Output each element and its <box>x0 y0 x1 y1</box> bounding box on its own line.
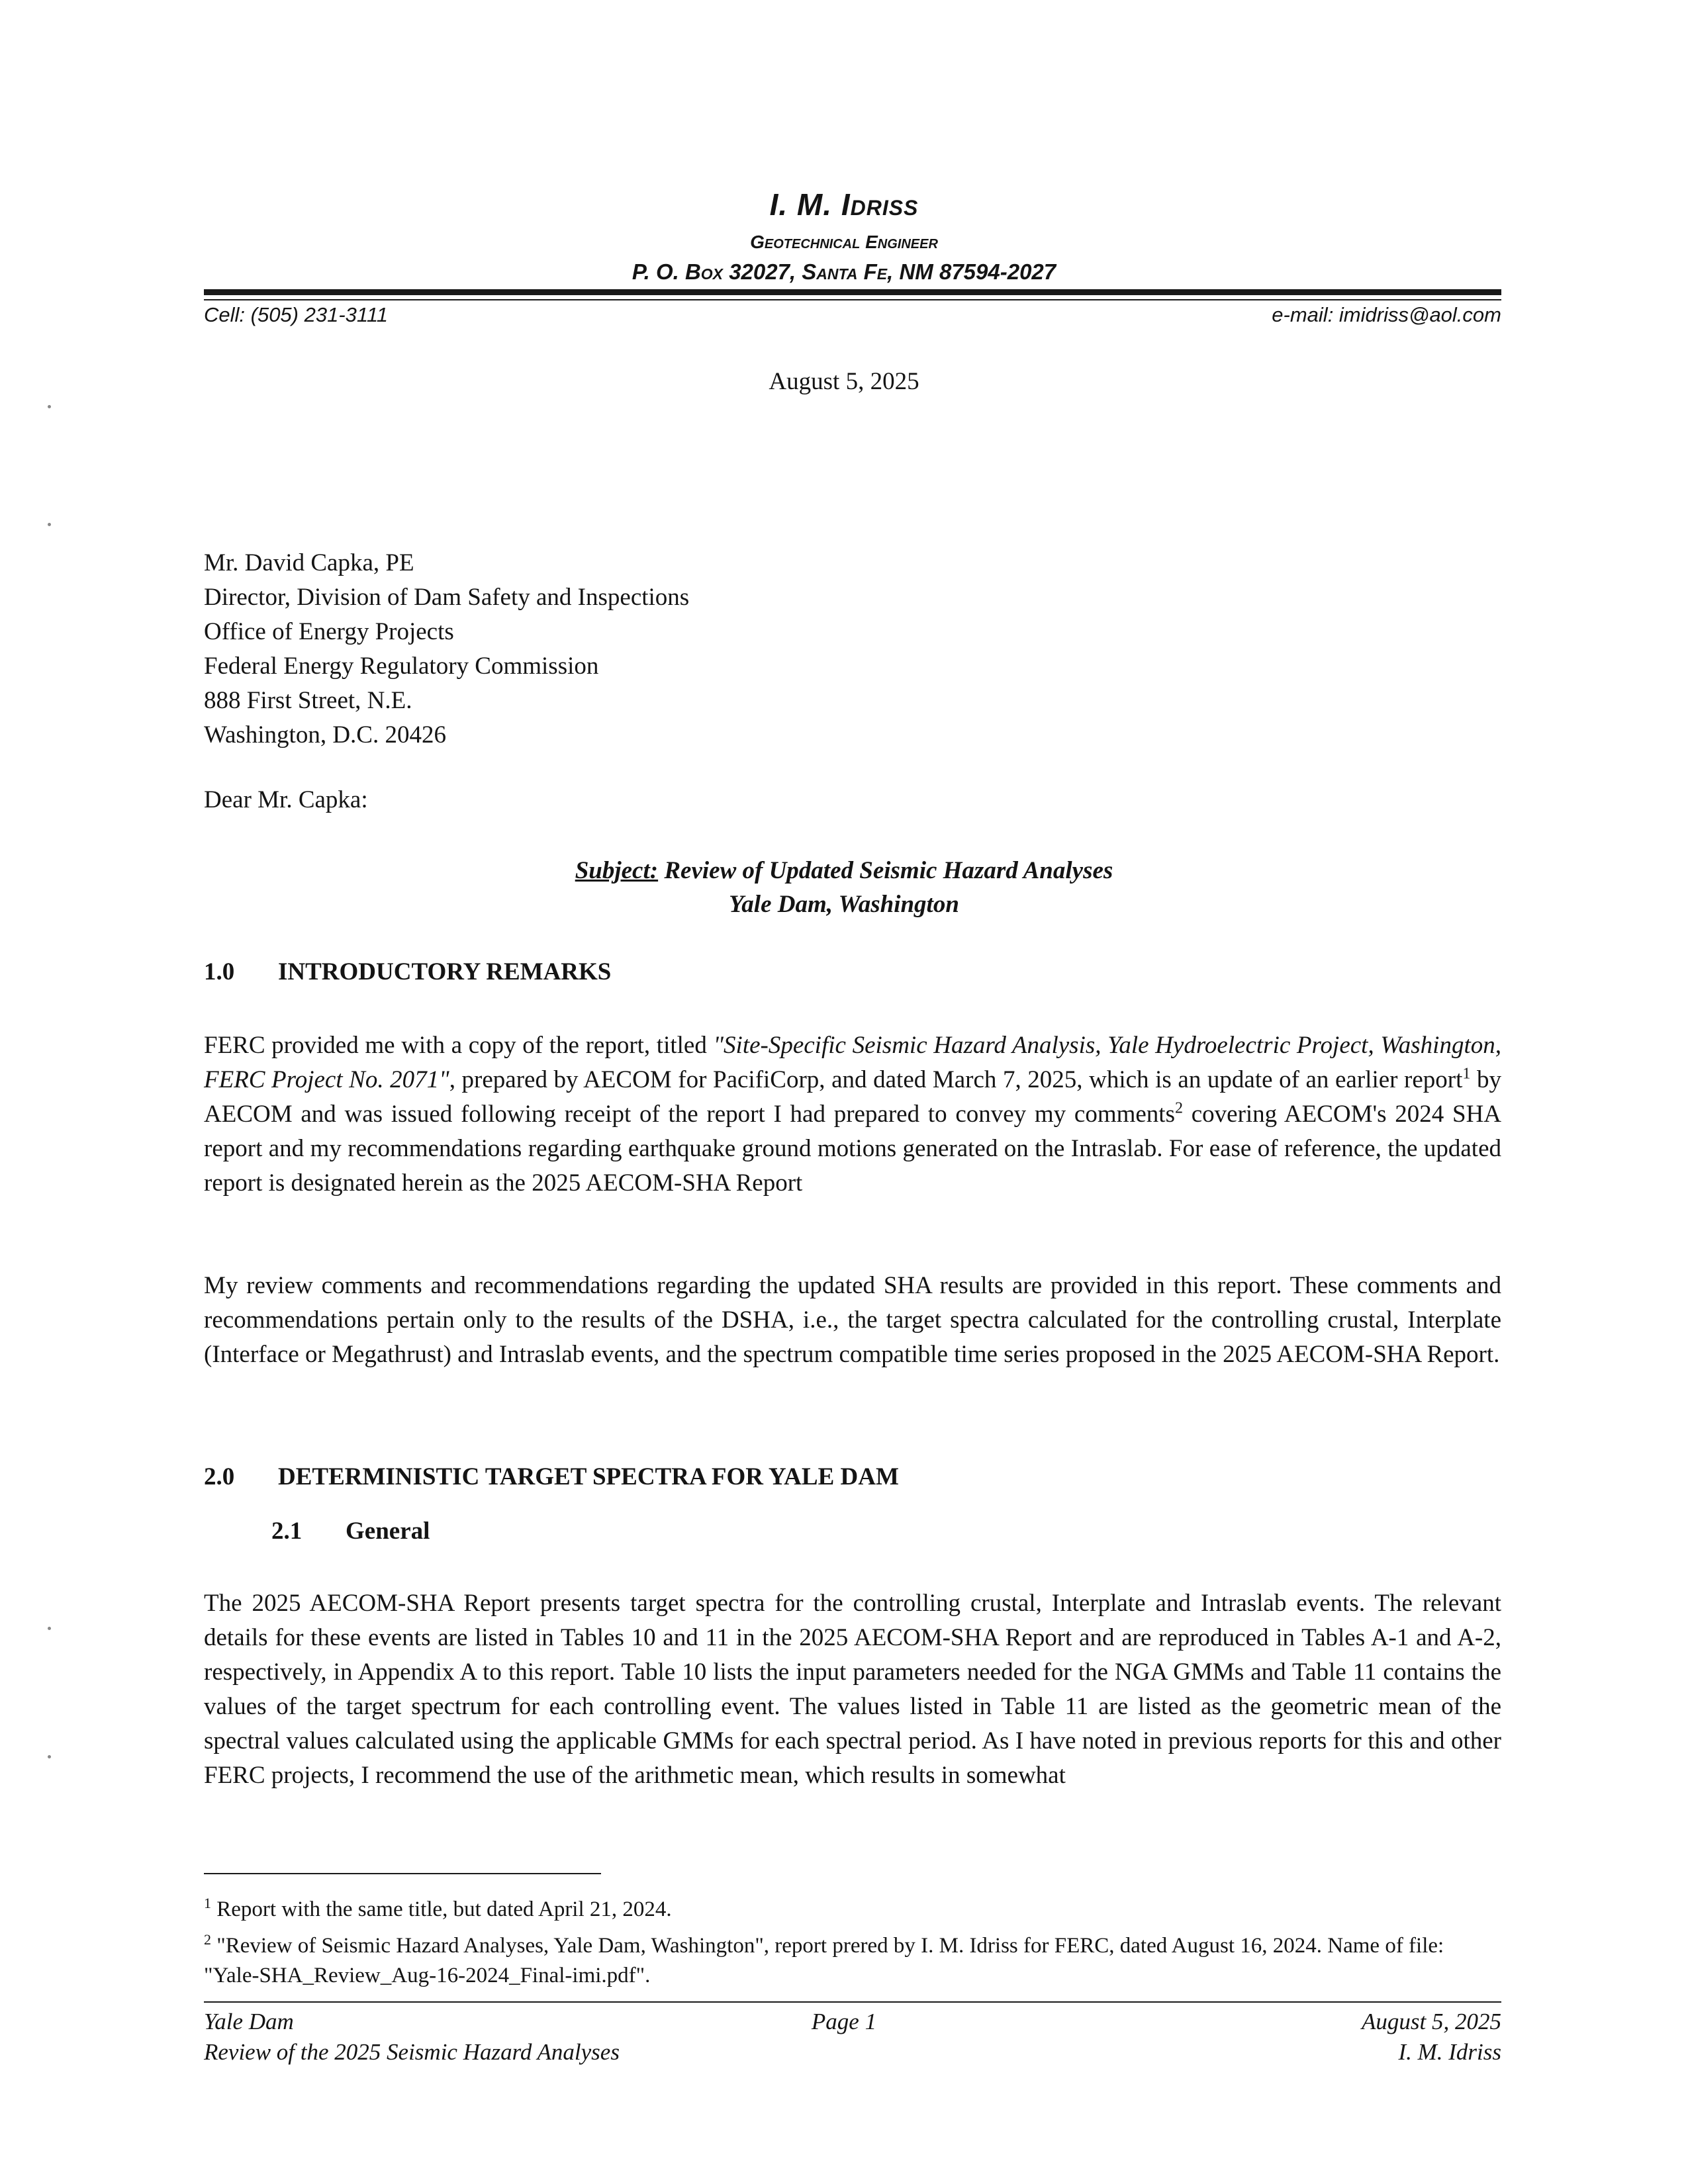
footnote-mark: 2 <box>204 1931 211 1948</box>
footer-date: August 5, 2025 <box>1362 2009 1501 2034</box>
subject-line-2: Yale Dam, Washington <box>729 891 959 918</box>
subject-label: Subject: <box>575 857 659 884</box>
footer-right <box>1362 2007 1501 2068</box>
subject-block <box>0 854 1688 921</box>
recipient-line: Office of Energy Projects <box>204 618 454 645</box>
section-title: INTRODUCTORY REMARKS <box>278 958 612 985</box>
paragraph-scope: My review comments and recommendations regarding the updated SHA results are provided in this report. These comments and recommendations pertain only to the results of the DSHA, i.e., the target spectra calculated for the controlling crustal, Interplate (Interface or Megathrust) and Intraslab events, and the spectrum compatible time series proposed in the 2025 AECOM-SHA Report. <box>204 1272 1501 1368</box>
footnote-text: "Review of Seismic Hazard Analyses, Yale Dam, Washington", report prered by I. M. Idriss for FERC, dated August 16, 2024. Name of file: "Yale-SHA_Review_Aug-16-2024_Final-imi.pdf". <box>204 1934 1444 1987</box>
letterhead-name: I. M. Idriss <box>769 187 919 222</box>
letterhead-address: P. O. Box 32027, Santa Fe, NM 87594-2027 <box>632 259 1056 284</box>
subject-line-1: Review of Updated Seismic Hazard Analyses <box>664 857 1113 884</box>
text-run: FERC provided me with a copy of the report, titled <box>204 1032 714 1059</box>
footer-author: I. M. Idriss <box>1398 2039 1501 2065</box>
recipient-line: Director, Division of Dam Safety and Inspections <box>204 584 690 611</box>
footer-doc-title: Review of the 2025 Seismic Hazard Analyses <box>204 2039 620 2065</box>
letterhead-title: Geotechnical Engineer <box>750 232 938 252</box>
footnote-ref: 2 <box>1175 1099 1183 1117</box>
paragraph-general: The 2025 AECOM-SHA Report presents target spectra for the controlling crustal, Interplate and Intraslab events. The relevant details for these events are listed in Tables 10 and 11 in the 2025 AECOM-SHA Report and are reproduced in Tables A-1 and A-2, respectively, in Appendix A to this report. Table 10 lists the input parameters needed for the NGA GMMs and Table 11 contains the values of the target spectrum for each controlling event. The values listed in Table 11 are listed as the geometric mean of the spectral values calculated using the applicable GMMs for each spectral period. As I have noted in previous reports for this and other FERC projects, I recommend the use of the arithmetic mean, which results in somewhat <box>204 1590 1501 1789</box>
recipient-line: Washington, D.C. 20426 <box>204 721 446 749</box>
section-number: 1.0 <box>204 958 235 985</box>
footer-rule <box>204 2001 1501 2003</box>
section-title: DETERMINISTIC TARGET SPECTRA FOR YALE DAM <box>278 1463 899 1490</box>
text-run: , prepared by AECOM for PacifiCorp, and dated March 7, 2025, which is an update of an earlier report <box>449 1066 1463 1093</box>
section-heading-1 <box>204 958 611 986</box>
letter-date: August 5, 2025 <box>769 368 919 395</box>
section-number: 2.1 <box>271 1518 303 1545</box>
scan-speck <box>48 1627 51 1630</box>
text-run: by AECOM and was issued following receipt of the report I had prepared to convey my comments <box>204 1066 1501 1128</box>
subsection-heading-2-1 <box>271 1517 430 1545</box>
footnotes <box>204 1888 1501 1991</box>
footnote-1 <box>204 1888 1501 1925</box>
footnote-2 <box>204 1925 1501 1991</box>
salutation: Dear Mr. Capka: <box>204 786 368 813</box>
footnote-mark: 1 <box>204 1895 211 1911</box>
scan-speck <box>48 523 51 526</box>
footer-project: Yale Dam <box>204 2009 294 2034</box>
scan-speck <box>48 1755 51 1758</box>
letterhead-rule-thin <box>204 299 1501 300</box>
footnote-ref: 1 <box>1462 1065 1471 1083</box>
recipient-line: Federal Energy Regulatory Commission <box>204 653 599 680</box>
recipient-line: 888 First Street, N.E. <box>204 687 412 714</box>
footer-page-number: Page 1 <box>811 2009 877 2034</box>
letterhead-rule-thick <box>204 289 1501 295</box>
letterhead-cell: Cell: (505) 231-3111 <box>204 303 389 326</box>
section-number: 2.0 <box>204 1463 235 1490</box>
section-title: General <box>346 1518 430 1545</box>
letterhead-email: e-mail: imidriss@aol.com <box>1272 303 1501 326</box>
footnote-rule <box>204 1873 601 1874</box>
footnote-text: Report with the same title, but dated April 21, 2024. <box>211 1897 672 1921</box>
report-title: "Site-Specific Seismic Hazard Analysis, Yale Hydroelectric Project, Washington, FERC Project No. 2071" <box>204 1032 1501 1093</box>
text-run: covering AECOM's 2024 SHA report and my recommendations regarding earthquake ground motions generated on the Intraslab. For ease of reference, the updated report is designated herein as the 2025 AECOM-SHA Report <box>204 1101 1502 1197</box>
section-heading-2 <box>204 1463 899 1491</box>
recipient-line: Mr. David Capka, PE <box>204 549 414 576</box>
paragraph-intro <box>204 1028 1501 1201</box>
scan-speck <box>48 405 51 408</box>
recipient-address <box>204 546 689 752</box>
